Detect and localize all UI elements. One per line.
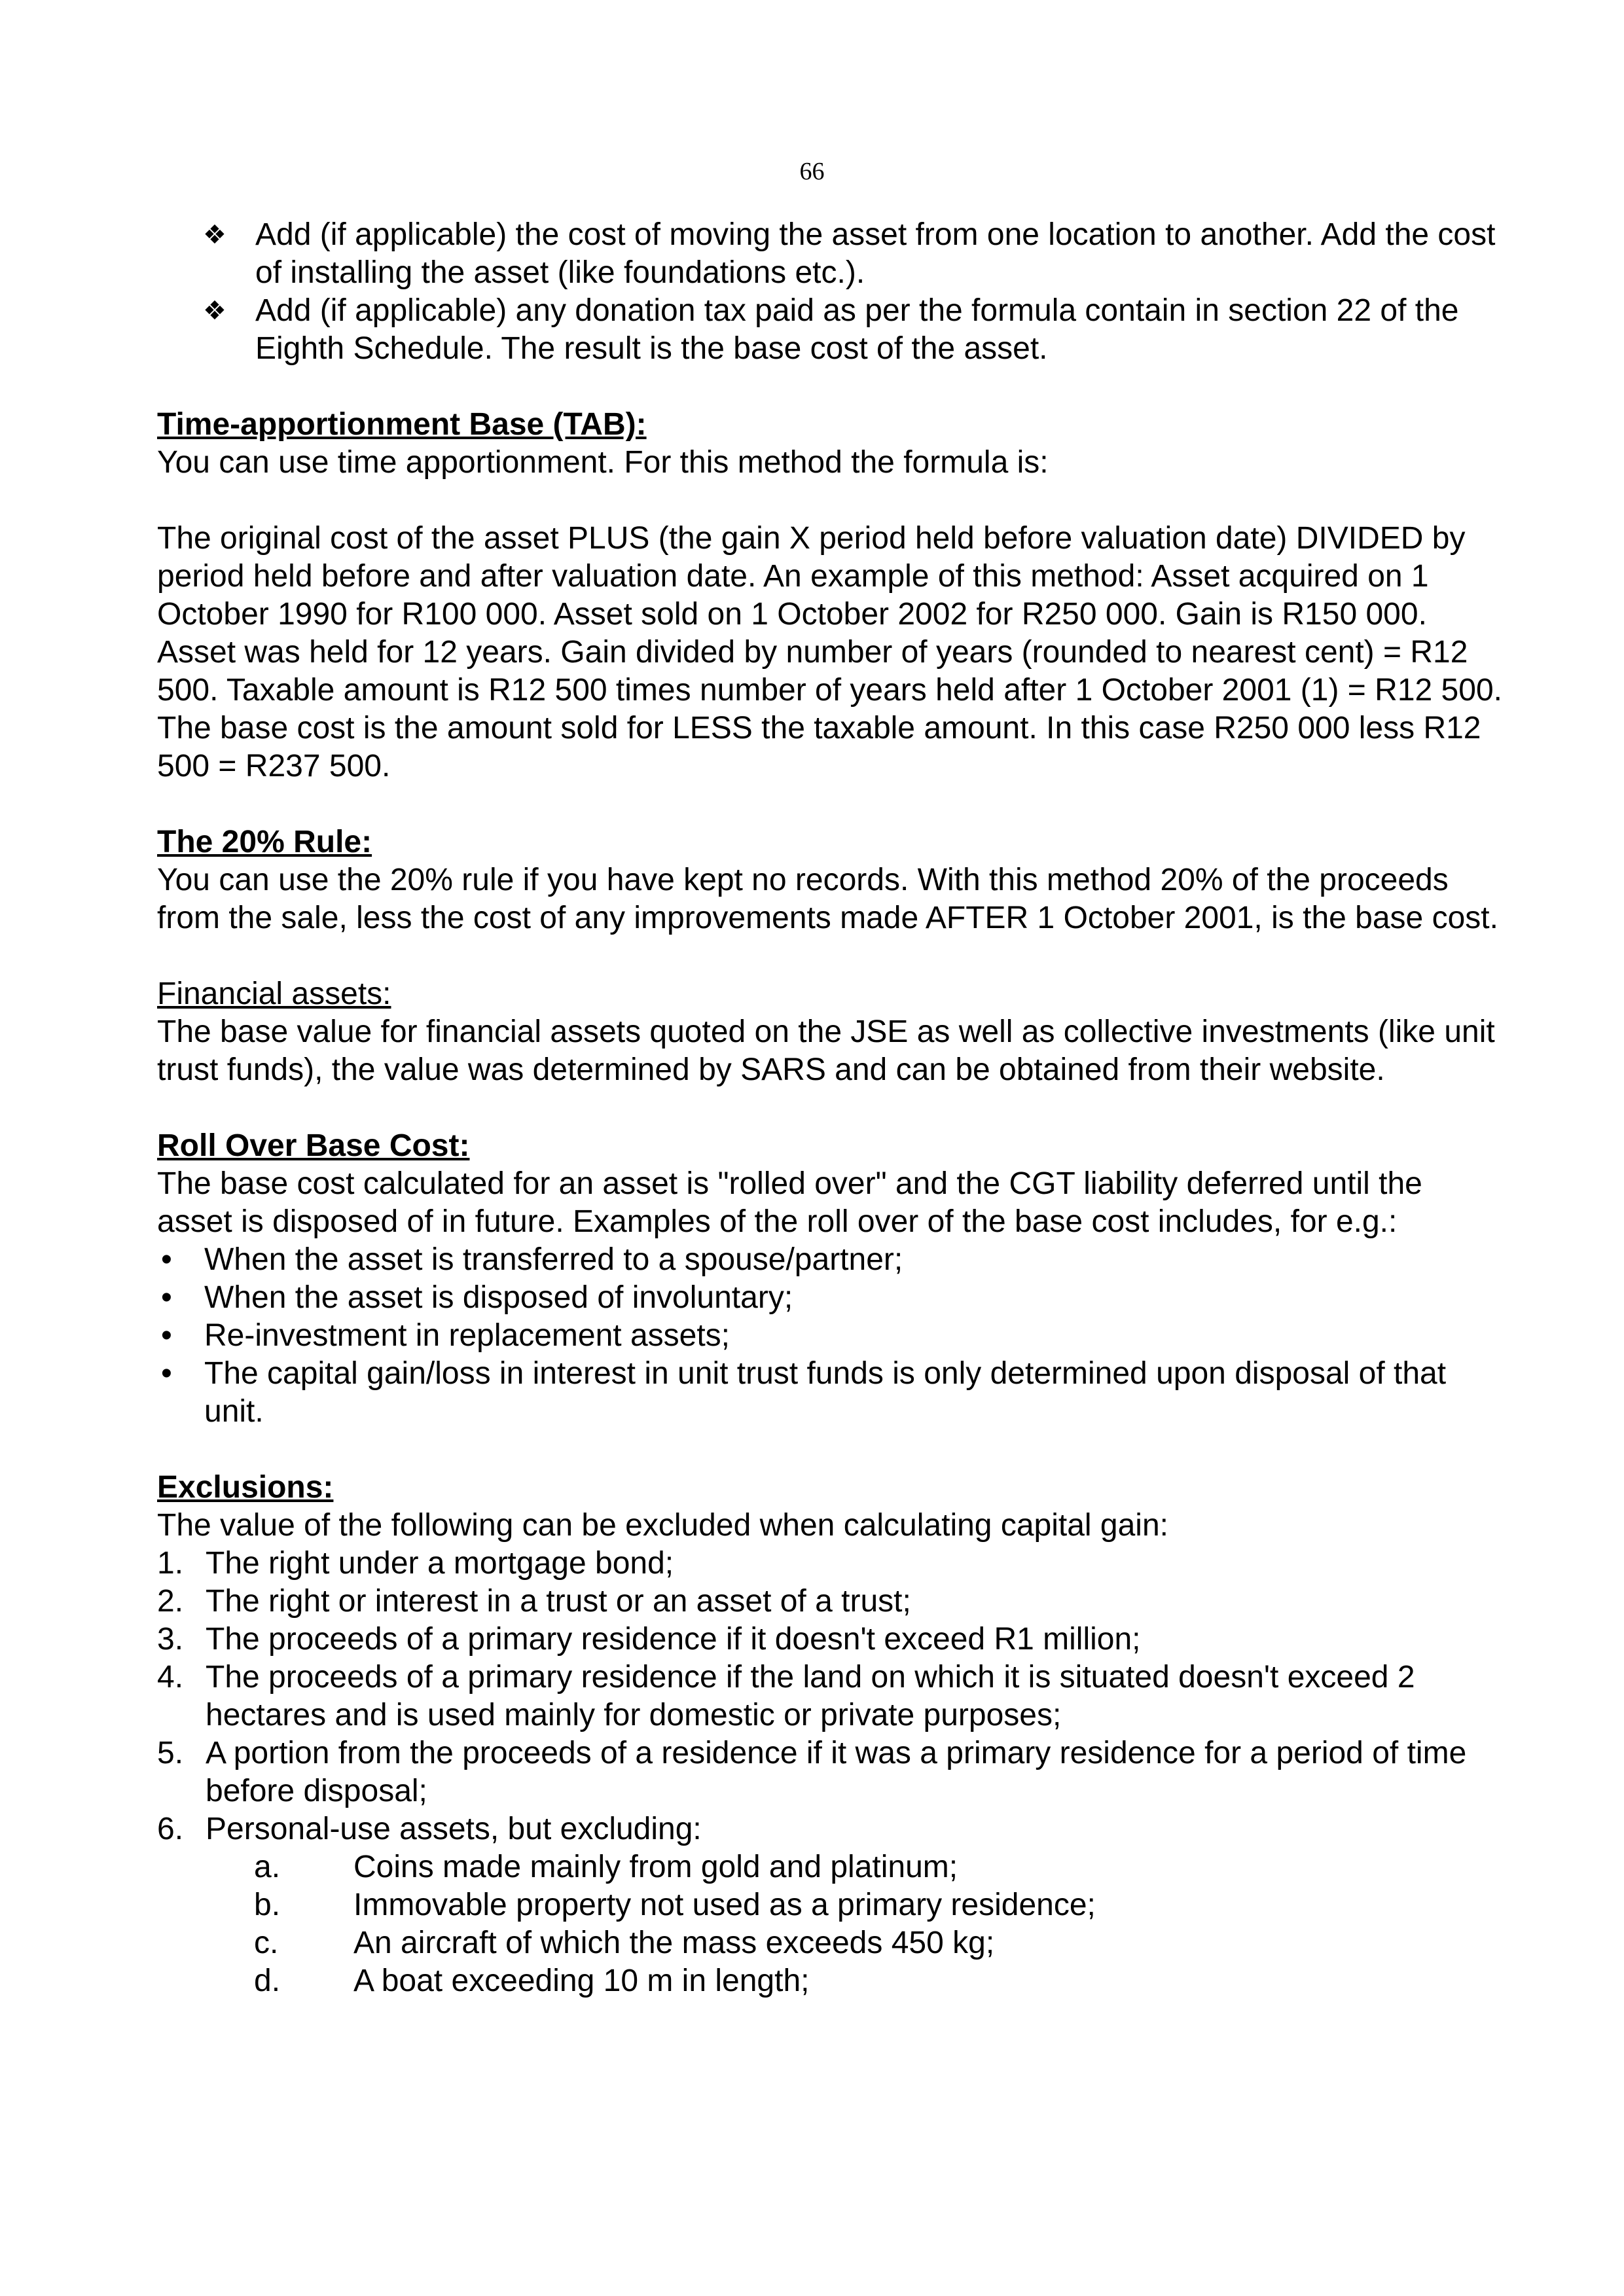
paragraph: You can use the 20% rule if you have kept no records. With this method 20% of the proceeds from the sale, less the cost of any improvements made AFTER 1 October 2001, is the base cost. — [157, 863, 1498, 935]
list-number: 4. — [157, 1660, 184, 1695]
list-item — [157, 216, 1506, 292]
bullet-icon: • — [161, 1280, 172, 1315]
diamond-bullet-icon: ❖ — [203, 296, 226, 326]
list-letter: b. — [254, 1888, 281, 1922]
paragraph: The base value for financial assets quoted on the JSE as well as collective investments (like unit trust funds), the value was determined by SARS and can be obtained from their website. — [157, 1014, 1495, 1087]
paragraph: You can use time apportionment. For this method the formula is: — [157, 445, 1049, 480]
list-item-text: Personal-use assets, but excluding: — [206, 1812, 702, 1846]
spacer — [157, 1089, 1506, 1127]
list-item-text: The capital gain/loss in interest in unit trust funds is only determined upon disposal of that unit. — [204, 1356, 1447, 1429]
section-heading: Time-apportionment Base (TAB): — [157, 407, 647, 442]
section-heading: Roll Over Base Cost: — [157, 1128, 470, 1163]
sub-list-item — [157, 1924, 1506, 1962]
list-item — [157, 1545, 1506, 1583]
list-item — [157, 1241, 1506, 1279]
rollover-list — [157, 1241, 1506, 1431]
sub-list-item — [157, 1848, 1506, 1886]
spacer — [157, 482, 1506, 520]
list-item-text: Add (if applicable) the cost of moving the asset from one location to another. Add the cost of installing the asset (like foundations etc.). — [255, 217, 1496, 290]
list-item-text: A portion from the proceeds of a residence if it was a primary residence for a period of time before disposal; — [206, 1736, 1467, 1808]
list-item — [157, 1810, 1506, 1848]
list-item-text: A boat exceeding 10 m in length; — [353, 1964, 810, 1998]
sub-list-item — [157, 1962, 1506, 2000]
list-item-text: Add (if applicable) any donation tax paid as per the formula contain in section 22 of the Eighth Schedule. The result is the base cost of the asset. — [255, 293, 1459, 366]
exclusions-section — [157, 1469, 1506, 2000]
list-number: 5. — [157, 1736, 184, 1770]
financial-assets-section — [157, 975, 1506, 1089]
section-subheading: Financial assets: — [157, 977, 391, 1011]
list-item-text: The right under a mortgage bond; — [206, 1546, 674, 1581]
spacer — [157, 1431, 1506, 1469]
section-heading: The 20% Rule: — [157, 825, 372, 859]
list-item — [157, 1583, 1506, 1621]
rollover-section — [157, 1127, 1506, 1431]
spacer — [157, 785, 1506, 823]
list-item — [157, 1621, 1506, 1659]
paragraph: The value of the following can be excluded when calculating capital gain: — [157, 1508, 1168, 1543]
page-number: 66 — [799, 158, 825, 185]
page-content — [157, 216, 1506, 2000]
list-number: 6. — [157, 1812, 184, 1846]
tab-section — [157, 406, 1506, 785]
list-item — [157, 1659, 1506, 1734]
section-heading: Exclusions: — [157, 1470, 334, 1505]
diamond-bullet-icon: ❖ — [203, 220, 226, 250]
spacer — [157, 368, 1506, 406]
intro-list — [157, 216, 1506, 368]
bullet-icon: • — [161, 1356, 172, 1391]
list-letter: c. — [254, 1926, 279, 1960]
list-number: 2. — [157, 1584, 184, 1619]
list-item-text: Immovable property not used as a primary residence; — [353, 1888, 1096, 1922]
paragraph: The base cost calculated for an asset is "rolled over" and the CGT liability deferred until the asset is disposed of in future. Examples of the roll over of the base cost includes, for e.g.: — [157, 1166, 1422, 1239]
exclusions-list — [157, 1545, 1506, 1848]
list-letter: a. — [254, 1850, 281, 1884]
exclusions-sublist — [157, 1848, 1506, 2000]
list-item — [157, 1279, 1506, 1317]
list-item-text: When the asset is disposed of involuntary; — [204, 1280, 793, 1315]
spacer — [157, 937, 1506, 975]
list-item — [157, 1355, 1506, 1431]
list-number: 1. — [157, 1546, 184, 1581]
list-item — [157, 1734, 1506, 1810]
list-item-text: The proceeds of a primary residence if the land on which it is situated doesn't exceed 2 hectares and is used mainly for domestic or private purposes; — [206, 1660, 1415, 1732]
bullet-icon: • — [161, 1242, 172, 1277]
list-item-text: The right or interest in a trust or an asset of a trust; — [206, 1584, 911, 1619]
list-item-text: Re-investment in replacement assets; — [204, 1318, 731, 1353]
list-item — [157, 292, 1506, 368]
bullet-icon: • — [161, 1318, 172, 1353]
list-item-text: An aircraft of which the mass exceeds 450 kg; — [353, 1926, 995, 1960]
paragraph: The original cost of the asset PLUS (the gain X period held before valuation date) DIVIDED by period held before and after valuation date. An example of this method: Asset acquired on 1 October 1990 for R100 000. Asset sold on 1 October 2002 for R250 000. Gain is R150 000. Asset was held for 12 years. Gain divided by number of years (rounded to nearest cent) = R12 500. Taxable amount is R12 500 times number of years held after 1 October 2001 (1) = R12 500. The base cost is the amount sold for LESS the taxable amount. In this case R250 000 less R12 500 = R237 500. — [157, 521, 1502, 783]
rule20-section — [157, 823, 1506, 937]
sub-list-item — [157, 1886, 1506, 1924]
list-item-text: The proceeds of a primary residence if it doesn't exceed R1 million; — [206, 1622, 1141, 1657]
list-item-text: Coins made mainly from gold and platinum; — [353, 1850, 958, 1884]
list-item — [157, 1317, 1506, 1355]
list-item-text: When the asset is transferred to a spouse/partner; — [204, 1242, 903, 1277]
list-letter: d. — [254, 1964, 281, 1998]
list-number: 3. — [157, 1622, 184, 1657]
